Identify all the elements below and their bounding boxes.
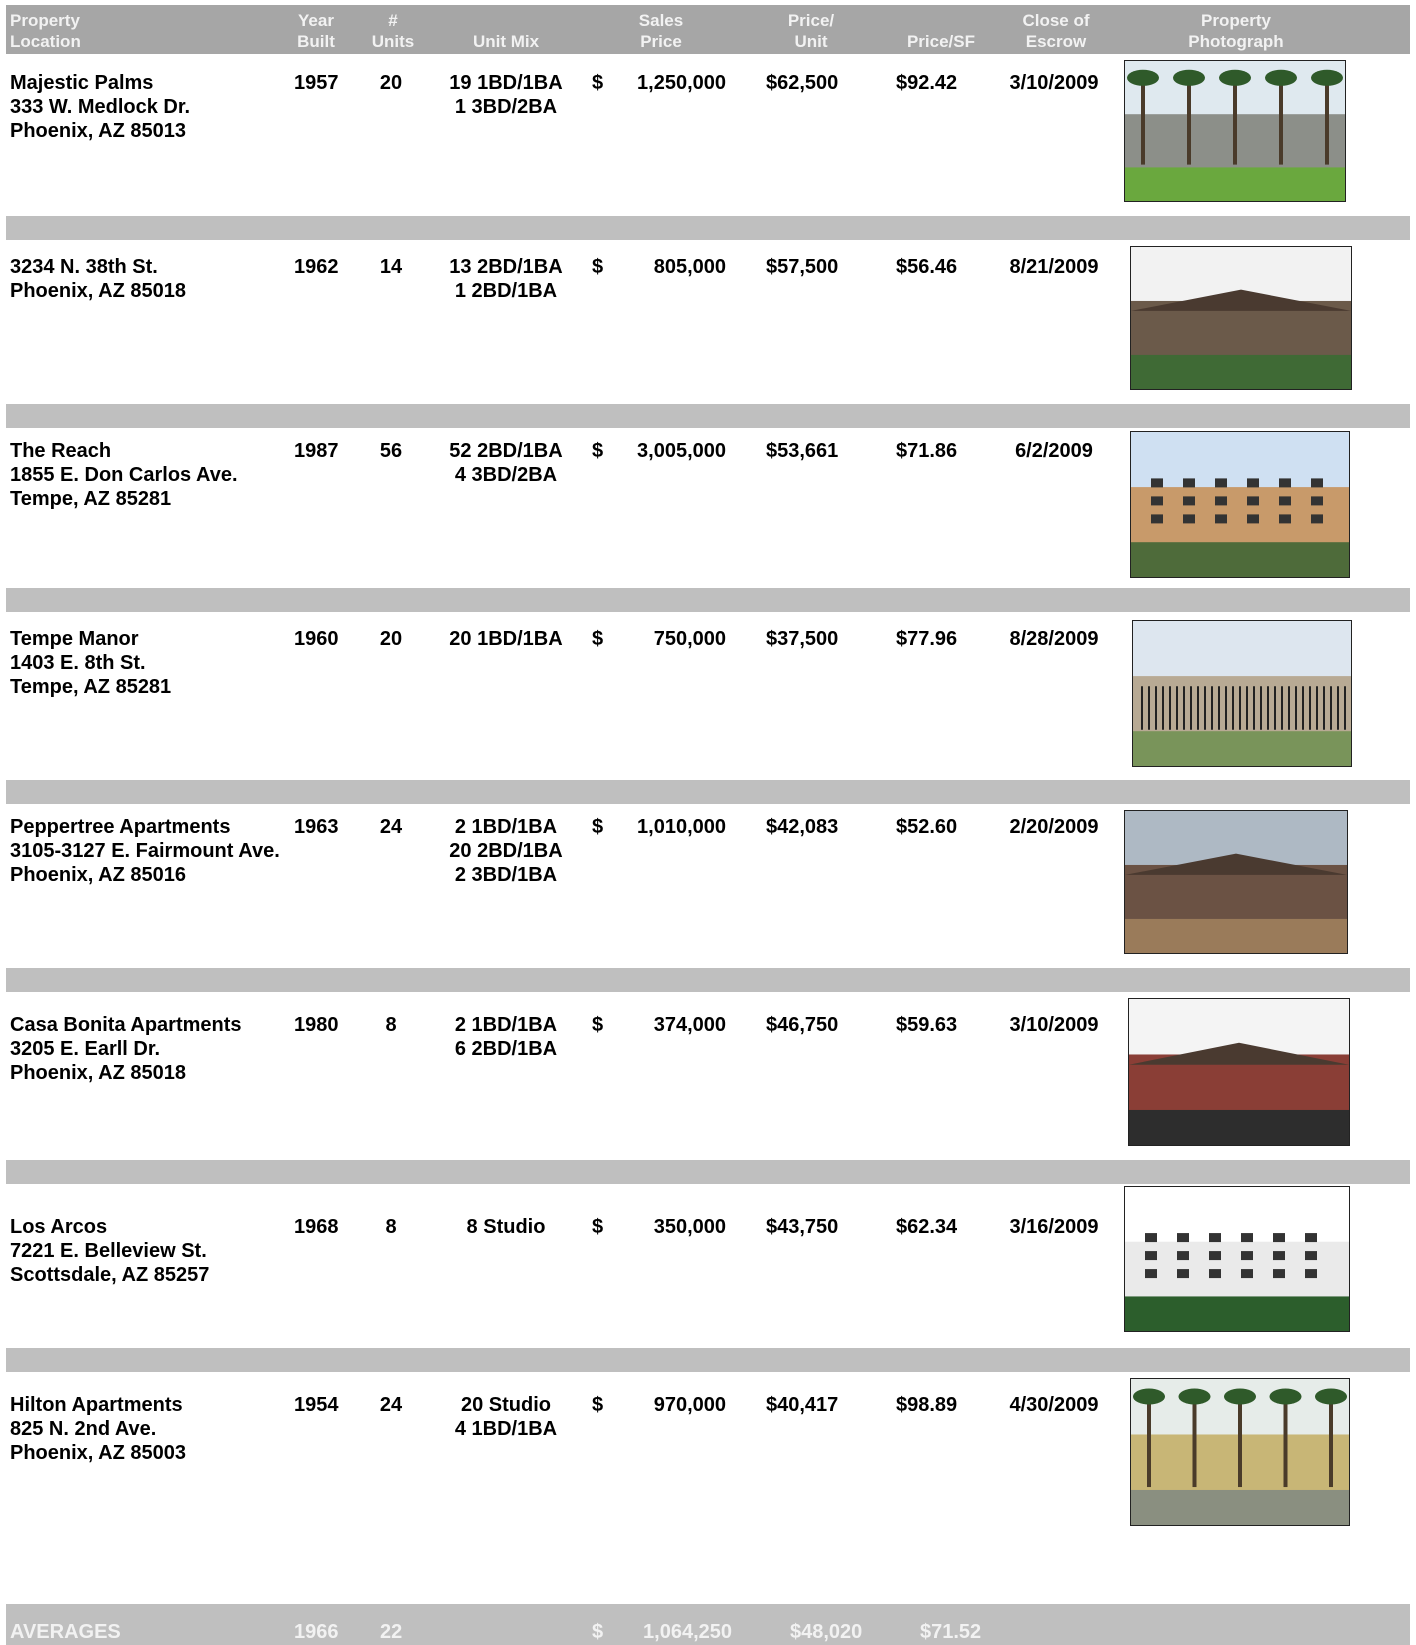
averages-dollar: $ — [592, 1621, 604, 1643]
unit-mix-line: 8 Studio — [466, 1216, 546, 1238]
unit-mix-line: 1 2BD/1BA — [454, 280, 558, 302]
property-photo — [1132, 620, 1352, 767]
property-address: 1403 E. 8th St. — [10, 652, 146, 674]
price-per-sf: $56.46 — [896, 256, 958, 278]
currency-symbol: $ — [592, 440, 604, 462]
close-of-escrow: 2/20/2009 — [1009, 816, 1099, 838]
property-address: 3105-3127 E. Fairmount Ave. — [10, 840, 280, 862]
unit-count: 8 — [385, 1014, 397, 1036]
sales-price: 805,000 — [653, 256, 726, 278]
property-photo — [1130, 1378, 1350, 1526]
currency-symbol: $ — [592, 72, 604, 94]
property-city: Phoenix, AZ 85013 — [10, 120, 186, 142]
price-per-unit: $62,500 — [766, 72, 839, 94]
property-address: 1855 E. Don Carlos Ave. — [10, 464, 238, 486]
unit-count: 20 — [379, 628, 403, 650]
property-city: Phoenix, AZ 85003 — [10, 1442, 186, 1464]
header-price-sf: Price/SF — [906, 32, 976, 51]
sales-price: 350,000 — [653, 1216, 726, 1238]
property-name: Casa Bonita Apartments — [10, 1014, 242, 1036]
unit-mix-line: 2 3BD/1BA — [454, 864, 558, 886]
currency-symbol: $ — [592, 1216, 604, 1238]
price-per-unit: $53,661 — [766, 440, 839, 462]
unit-count: 14 — [379, 256, 403, 278]
property-photo — [1130, 431, 1350, 578]
table-header — [6, 5, 1410, 54]
price-per-sf: $71.86 — [896, 440, 958, 462]
sales-price: 750,000 — [653, 628, 726, 650]
year-built: 1957 — [294, 72, 339, 94]
unit-mix-line: 19 1BD/1BA — [449, 72, 563, 94]
price-per-sf: $77.96 — [896, 628, 958, 650]
close-of-escrow: 8/28/2009 — [1009, 628, 1099, 650]
year-built: 1987 — [294, 440, 339, 462]
sales-price: 1,010,000 — [637, 816, 726, 838]
unit-count: 24 — [379, 816, 403, 838]
price-per-unit: $42,083 — [766, 816, 839, 838]
property-name: Peppertree Apartments — [10, 816, 231, 838]
property-city: Phoenix, AZ 85018 — [10, 1062, 186, 1084]
unit-mix-line: 4 3BD/2BA — [454, 464, 558, 486]
property-photo — [1124, 810, 1348, 954]
unit-mix-line: 2 1BD/1BA — [454, 816, 558, 838]
averages-units: 22 — [380, 1621, 403, 1643]
unit-mix-line: 4 1BD/1BA — [454, 1418, 558, 1440]
property-address: 7221 E. Belleview St. — [10, 1240, 207, 1262]
close-of-escrow: 8/21/2009 — [1009, 256, 1099, 278]
header-price-unit: Price/ Unit — [787, 11, 835, 51]
year-built: 1963 — [294, 816, 339, 838]
header-sales-price: Sales Price — [638, 11, 684, 51]
averages-price-unit: $48,020 — [790, 1621, 863, 1643]
property-photo — [1124, 60, 1346, 202]
property-name: The Reach — [10, 440, 112, 462]
property-name: Tempe Manor — [10, 628, 139, 650]
currency-symbol: $ — [592, 816, 604, 838]
currency-symbol: $ — [592, 1394, 604, 1416]
currency-symbol: $ — [592, 628, 604, 650]
property-address: Phoenix, AZ 85018 — [10, 280, 186, 302]
averages-price: 1,064,250 — [643, 1621, 732, 1643]
year-built: 1968 — [294, 1216, 339, 1238]
currency-symbol: $ — [592, 256, 604, 278]
sales-price: 1,250,000 — [637, 72, 726, 94]
property-photo — [1128, 998, 1350, 1146]
property-name: 3234 N. 38th St. — [10, 256, 158, 278]
property-city: Tempe, AZ 85281 — [10, 488, 172, 510]
year-built: 1954 — [294, 1394, 339, 1416]
close-of-escrow: 6/2/2009 — [1015, 440, 1093, 462]
year-built: 1962 — [294, 256, 339, 278]
property-name: Majestic Palms — [10, 72, 154, 94]
property-city: Tempe, AZ 85281 — [10, 676, 172, 698]
property-address: 333 W. Medlock Dr. — [10, 96, 191, 118]
price-per-unit: $46,750 — [766, 1014, 839, 1036]
price-per-sf: $62.34 — [896, 1216, 958, 1238]
currency-symbol: $ — [592, 1014, 604, 1036]
property-address: 3205 E. Earll Dr. — [10, 1038, 161, 1060]
header-close-escrow: Close of Escrow — [1022, 11, 1090, 51]
averages-year: 1966 — [294, 1621, 339, 1643]
unit-mix-line: 20 2BD/1BA — [449, 840, 563, 862]
property-photo — [1124, 1186, 1350, 1332]
unit-count: 8 — [385, 1216, 397, 1238]
unit-count: 56 — [379, 440, 403, 462]
price-per-unit: $57,500 — [766, 256, 839, 278]
unit-mix-line: 20 Studio — [460, 1394, 551, 1416]
price-per-sf: $52.60 — [896, 816, 958, 838]
year-built: 1980 — [294, 1014, 339, 1036]
close-of-escrow: 3/16/2009 — [1009, 1216, 1099, 1238]
property-city: Phoenix, AZ 85016 — [10, 864, 186, 886]
unit-mix-line: 6 2BD/1BA — [454, 1038, 558, 1060]
close-of-escrow: 3/10/2009 — [1009, 72, 1099, 94]
unit-count: 24 — [379, 1394, 403, 1416]
sales-price: 3,005,000 — [637, 440, 726, 462]
unit-count: 20 — [379, 72, 403, 94]
header-unit-mix: Unit Mix — [472, 32, 540, 51]
averages-label: AVERAGES — [10, 1621, 121, 1643]
header-units: # Units — [371, 11, 415, 51]
property-name: Hilton Apartments — [10, 1394, 183, 1416]
header-year-built: Year Built — [297, 11, 335, 51]
unit-mix-line: 2 1BD/1BA — [454, 1014, 558, 1036]
unit-mix-line: 20 1BD/1BA — [449, 628, 563, 650]
averages-row — [6, 1604, 1410, 1645]
unit-mix-line: 1 3BD/2BA — [454, 96, 558, 118]
property-address: 825 N. 2nd Ave. — [10, 1418, 157, 1440]
price-per-sf: $98.89 — [896, 1394, 958, 1416]
price-per-unit: $40,417 — [766, 1394, 839, 1416]
price-per-sf: $92.42 — [896, 72, 958, 94]
sales-price: 970,000 — [653, 1394, 726, 1416]
unit-mix-line: 13 2BD/1BA — [449, 256, 563, 278]
property-photo — [1130, 246, 1352, 390]
price-per-unit: $43,750 — [766, 1216, 839, 1238]
header-photograph: Property Photograph — [1188, 11, 1284, 51]
close-of-escrow: 3/10/2009 — [1009, 1014, 1099, 1036]
averages-price-sf: $71.52 — [920, 1621, 982, 1643]
property-name: Los Arcos — [10, 1216, 108, 1238]
price-per-unit: $37,500 — [766, 628, 839, 650]
sales-price: 374,000 — [653, 1014, 726, 1036]
price-per-sf: $59.63 — [896, 1014, 958, 1036]
unit-mix-line: 52 2BD/1BA — [449, 440, 563, 462]
property-city: Scottsdale, AZ 85257 — [10, 1264, 210, 1286]
header-property-location: Property Location — [10, 11, 81, 51]
close-of-escrow: 4/30/2009 — [1009, 1394, 1099, 1416]
year-built: 1960 — [294, 628, 339, 650]
